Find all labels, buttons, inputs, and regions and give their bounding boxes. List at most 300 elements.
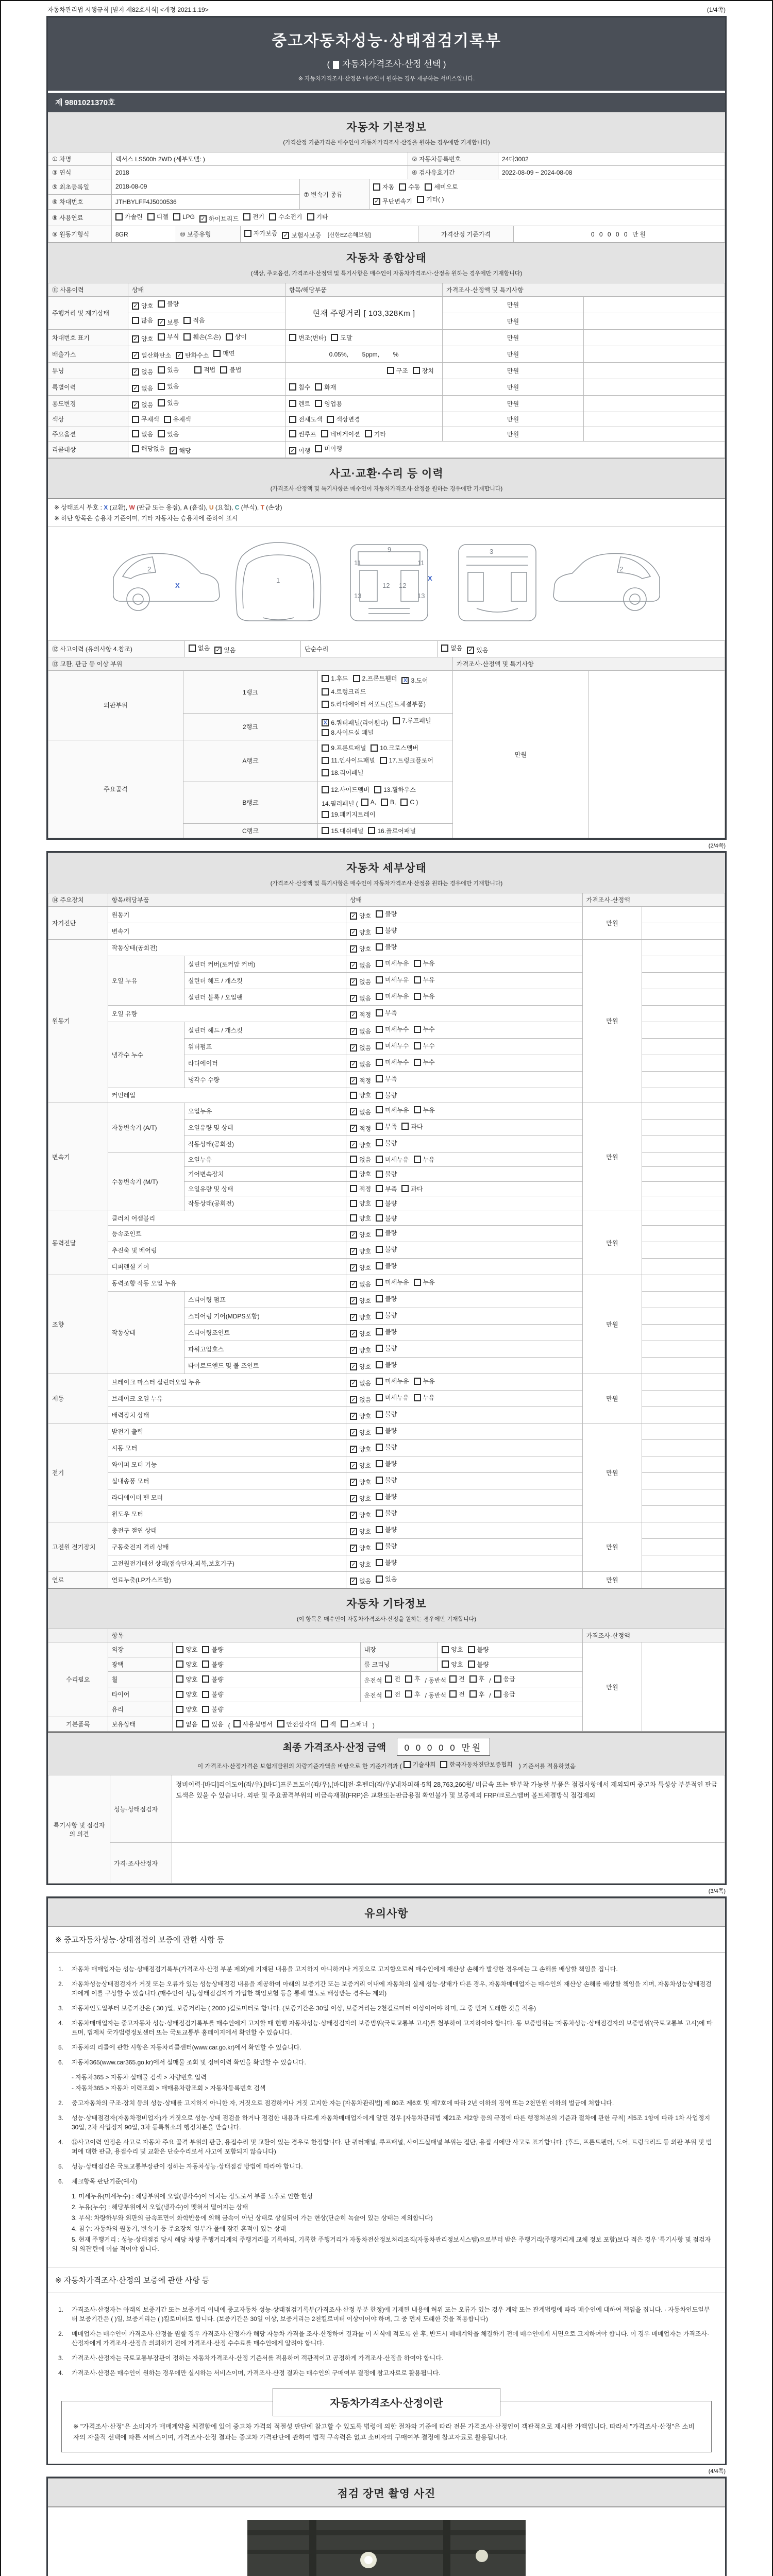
checkbox-불량[interactable] xyxy=(376,1426,397,1435)
detail-note-cell xyxy=(642,1456,725,1473)
checkbox-영업용[interactable] xyxy=(315,399,342,408)
empty-box-icon xyxy=(376,1059,383,1066)
detail-item-label: 라디에이터 xyxy=(184,1055,346,1072)
checkbox-불량[interactable] xyxy=(202,1645,223,1654)
checkbox-색상변경[interactable] xyxy=(327,415,360,423)
empty-box-icon xyxy=(350,1185,357,1192)
checkbox-양호[interactable] xyxy=(350,1247,371,1256)
checkbox-불량[interactable] xyxy=(376,1170,397,1178)
checkbox-누유[interactable] xyxy=(414,1393,435,1402)
checkbox-적음[interactable] xyxy=(183,316,205,325)
checkbox-없음[interactable] xyxy=(132,430,153,438)
checkbox-미세누유[interactable] xyxy=(376,975,409,984)
checkbox-기타[interactable] xyxy=(307,212,328,221)
checkbox-없음[interactable] xyxy=(350,977,371,986)
checkbox-양호[interactable] xyxy=(350,1313,371,1321)
checkbox-장치[interactable] xyxy=(413,366,434,375)
detail-note-cell xyxy=(642,1167,725,1182)
checkbox-있음[interactable] xyxy=(467,646,488,654)
checkbox-양호[interactable] xyxy=(350,1511,371,1519)
checkbox-양호[interactable] xyxy=(350,1527,371,1536)
checkbox-있음[interactable] xyxy=(158,382,179,391)
checkbox-침수[interactable] xyxy=(289,383,310,392)
checkbox-불량[interactable] xyxy=(468,1660,489,1669)
checkbox-불량[interactable] xyxy=(376,1311,397,1319)
checkbox-7.루프패널[interactable] xyxy=(393,716,431,725)
checkbox-양호[interactable] xyxy=(350,1544,371,1552)
checkbox-한국자동차진단보증협회[interactable] xyxy=(440,1760,512,1769)
checkbox-불법[interactable] xyxy=(220,365,241,374)
checkbox-후[interactable] xyxy=(469,1690,485,1699)
checkbox-불량[interactable] xyxy=(376,1443,397,1451)
checkbox-없음[interactable] xyxy=(350,1280,371,1289)
checkbox-누유[interactable] xyxy=(414,975,435,984)
checkbox-해당[interactable] xyxy=(170,446,191,455)
checkbox-보험사보증[interactable] xyxy=(282,231,321,240)
checkbox-전[interactable] xyxy=(449,1674,465,1683)
checkbox-후[interactable] xyxy=(405,1674,421,1683)
accident-history-label: ⑫ 사고이력 (유의사항 4.참조) xyxy=(48,641,185,657)
checkbox-과다[interactable] xyxy=(401,1122,423,1131)
checkbox-있음[interactable] xyxy=(214,646,236,654)
checkbox-불량[interactable] xyxy=(376,1525,397,1534)
checkbox-무채색[interactable] xyxy=(132,415,159,423)
checkbox-부족[interactable] xyxy=(376,1122,397,1131)
checkbox-양호[interactable] xyxy=(442,1645,463,1654)
checkbox-양호[interactable] xyxy=(350,1263,371,1272)
checkbox-응급[interactable] xyxy=(494,1690,515,1699)
checkbox-미세누유[interactable] xyxy=(376,959,409,968)
checkbox-응급[interactable] xyxy=(494,1674,515,1683)
checked-box-icon: ✓ xyxy=(350,995,357,1002)
checkbox-A,[interactable] xyxy=(361,797,376,807)
checkbox-미세누수[interactable] xyxy=(376,1041,409,1050)
checkbox-양호[interactable] xyxy=(176,1675,197,1684)
detail-title: 자동차 세부상태 xyxy=(346,862,427,874)
checkbox-없음[interactable] xyxy=(350,961,371,970)
checkbox-불량[interactable] xyxy=(376,1360,397,1369)
checkbox-label: 기타 xyxy=(316,213,328,221)
checkbox-누유[interactable] xyxy=(414,1155,435,1164)
empty-box-icon xyxy=(194,366,201,374)
checkbox-썬루프[interactable] xyxy=(289,430,316,438)
checkbox-전[interactable] xyxy=(385,1690,400,1699)
checkbox-label: 없음 xyxy=(186,1720,198,1728)
checkbox-label: 기술사회 xyxy=(412,1762,436,1768)
detail-item-checks xyxy=(346,1167,582,1182)
checkbox-후[interactable] xyxy=(469,1674,485,1683)
checkbox-부식[interactable] xyxy=(158,332,179,341)
checkbox-3.도어[interactable] xyxy=(401,675,428,686)
empty-box-icon xyxy=(376,1139,383,1146)
checkbox-불량[interactable] xyxy=(376,1509,397,1517)
checkbox-네비게이션[interactable] xyxy=(321,430,360,438)
checkbox-있음[interactable] xyxy=(158,365,179,374)
outer-panel-label: 외판부위 xyxy=(48,671,183,740)
checkbox-불량[interactable] xyxy=(376,909,397,918)
checkbox-5.라디에이터 서포트(볼트체결부품)[interactable] xyxy=(322,699,426,709)
checkbox-양호[interactable] xyxy=(350,1445,371,1453)
empty-box-icon xyxy=(289,400,296,407)
checkbox-label: 무단변속기 xyxy=(382,198,412,205)
empty-box-icon xyxy=(414,1106,421,1113)
caution-text: 자동차의 리콜에 관한 사항은 자동차리콜센터(www.car.go.kr)에서 확인할 수 있습니다. xyxy=(72,2044,301,2051)
recall-checks xyxy=(128,442,285,458)
checkbox-부족[interactable] xyxy=(376,1184,397,1193)
simple-repair-label: 단순수리 xyxy=(301,641,438,657)
checkbox-양호[interactable] xyxy=(132,301,153,310)
rank1-label: 1랭크 xyxy=(183,671,318,714)
checkbox-label: 양호 xyxy=(359,1248,372,1255)
checkbox-일산화탄소[interactable] xyxy=(132,351,171,360)
checkbox-양호[interactable] xyxy=(350,1230,371,1239)
caution-text: 가격조사·산정자는 국토교통부장관이 정하는 자동차가격조사·산정 기준서를 적용하여 객관적이고 공정하게 가격조사·산정을 하여야 합니다. xyxy=(72,2354,444,2362)
checkbox-전[interactable] xyxy=(449,1690,465,1699)
checkbox-양호[interactable] xyxy=(350,928,371,937)
checkbox-없음[interactable] xyxy=(350,1027,371,1036)
checkbox-자가보증[interactable] xyxy=(244,229,277,238)
checkbox-불량[interactable] xyxy=(376,1294,397,1303)
checkbox-불량[interactable] xyxy=(376,1541,397,1550)
checkbox-적정[interactable] xyxy=(350,1124,371,1133)
detail-note-cell xyxy=(642,1522,725,1539)
checkbox-변조(변타)[interactable] xyxy=(289,333,326,342)
checkbox-미세누유[interactable] xyxy=(376,1278,409,1286)
checkbox-불량[interactable] xyxy=(376,1492,397,1501)
checkbox-없음[interactable] xyxy=(132,367,153,376)
checkbox-자동[interactable] xyxy=(373,182,394,192)
checkbox-불량[interactable] xyxy=(202,1705,223,1714)
checkbox-label: 있음 xyxy=(224,647,236,654)
checkbox-label: 없음 xyxy=(359,1281,372,1288)
checkbox-LPG[interactable] xyxy=(173,213,195,221)
empty-box-icon xyxy=(468,1646,475,1653)
checkbox-불량[interactable] xyxy=(376,1459,397,1468)
mileage-note-2 xyxy=(584,313,725,330)
checkbox-훼손(오손)[interactable] xyxy=(183,332,221,341)
checkbox-없음[interactable] xyxy=(132,400,153,409)
checkbox-가솔린[interactable] xyxy=(115,212,143,221)
checkbox-양호[interactable] xyxy=(132,334,153,343)
checkbox-label: 불량 xyxy=(385,1171,397,1178)
checkbox-적정[interactable] xyxy=(350,1184,371,1193)
checkbox-미세누수[interactable] xyxy=(376,1058,409,1066)
inspector-label: 성능·상태점검자 xyxy=(110,1775,172,1843)
checkbox-13.휠하우스[interactable] xyxy=(374,785,416,795)
checkbox-적정[interactable] xyxy=(350,1010,371,1019)
other-h-price: 가격조사·산정액 xyxy=(582,1629,725,1642)
regno-label: ② 자동차등록번호 xyxy=(408,152,498,166)
checkbox-양호[interactable] xyxy=(442,1660,463,1669)
checkbox-양호[interactable] xyxy=(350,1478,371,1486)
detail-item-checks xyxy=(346,1152,582,1167)
tuning-legal-checks xyxy=(194,368,246,375)
checkbox-이행[interactable] xyxy=(289,446,310,455)
checkbox-불량[interactable] xyxy=(376,1228,397,1237)
page-2 xyxy=(46,851,727,1885)
checkbox-18.리어패널[interactable] xyxy=(322,768,363,778)
checkbox-불량[interactable] xyxy=(376,1139,397,1147)
caution-text: 성능·상태점검은 국토교통부장관이 정하는 자동차성능·상태점검 방법에 따라야 합니다. xyxy=(72,2163,303,2170)
checkbox-누수[interactable] xyxy=(414,1041,435,1050)
checkbox-누유[interactable] xyxy=(414,1106,435,1114)
checkbox-label: 디젤 xyxy=(156,213,169,221)
panel-note xyxy=(589,671,725,838)
caution-number: 3. xyxy=(58,2005,64,2012)
detail-row xyxy=(48,1572,725,1588)
checkbox-B,[interactable] xyxy=(381,797,396,807)
checkbox-양호[interactable] xyxy=(350,1412,371,1420)
checkbox-양호[interactable] xyxy=(350,1560,371,1569)
checkbox-양호[interactable] xyxy=(350,1329,371,1338)
checkbox-있음[interactable] xyxy=(376,1574,397,1583)
checkbox-스패너[interactable] xyxy=(341,1720,368,1728)
checkbox-label: 색상변경 xyxy=(336,416,360,423)
checkbox-15.대쉬패널[interactable] xyxy=(322,826,363,835)
checkbox-없음[interactable] xyxy=(132,384,153,393)
rankB-label: B랭크 xyxy=(183,782,318,823)
empty-box-icon xyxy=(414,993,421,1000)
checkbox-양호[interactable] xyxy=(350,1362,371,1371)
checkbox-사용설명서[interactable] xyxy=(233,1720,273,1728)
detail-item-label: 충전구 절연 상태 xyxy=(108,1522,346,1539)
checkbox-양호[interactable] xyxy=(350,944,371,953)
checkbox-양호[interactable] xyxy=(350,1461,371,1470)
checkbox-없음[interactable] xyxy=(350,1379,371,1387)
keep-state-label: 보유상태 xyxy=(108,1717,173,1732)
checkbox-기술사회[interactable] xyxy=(404,1760,435,1769)
checkbox-구조[interactable] xyxy=(387,366,408,375)
checkbox-6.쿼터패널(리어휀다)[interactable] xyxy=(322,718,388,727)
checkbox-있음[interactable] xyxy=(158,398,179,407)
checkbox-없음[interactable] xyxy=(350,1577,371,1585)
checkbox-label: 18.리어패널 xyxy=(331,769,364,776)
empty-box-icon xyxy=(376,1185,383,1192)
checkbox-해당없음[interactable] xyxy=(132,444,165,453)
checkbox-양호[interactable] xyxy=(350,911,371,920)
checkbox-무단변속기[interactable] xyxy=(373,196,412,207)
detail-item-checks xyxy=(346,1308,582,1325)
checkbox-불량[interactable] xyxy=(376,1410,397,1418)
engine-type-value: 8GR xyxy=(112,226,176,243)
checkbox-양호[interactable] xyxy=(350,1199,371,1208)
empty-box-icon xyxy=(289,383,296,391)
checkbox-적정[interactable] xyxy=(350,1076,371,1085)
section-photos xyxy=(48,2478,725,2507)
checkbox-1.후드[interactable] xyxy=(322,673,348,684)
checkbox-불량[interactable] xyxy=(202,1675,223,1684)
checkbox-기타( )[interactable] xyxy=(417,194,444,205)
checkbox-label: 미세누수 xyxy=(385,1042,409,1049)
checkbox-누유[interactable] xyxy=(414,992,435,1001)
checkbox-불량[interactable] xyxy=(376,1344,397,1352)
checkbox-9.프론트패널[interactable] xyxy=(322,743,366,753)
checkbox-불량[interactable] xyxy=(376,1214,397,1223)
checkbox-없음[interactable] xyxy=(350,1155,371,1164)
checkbox-과다[interactable] xyxy=(401,1184,423,1193)
checkbox-불량[interactable] xyxy=(376,1261,397,1270)
checkbox-label: 8.사이드실 패널 xyxy=(331,729,374,736)
detail-item-checks xyxy=(346,1055,582,1072)
checkbox-미세누유[interactable] xyxy=(376,1377,409,1385)
checkbox-양호[interactable] xyxy=(350,1296,371,1305)
checkbox-없음[interactable] xyxy=(441,643,462,652)
checkbox-양호[interactable] xyxy=(350,1428,371,1437)
checkbox-불량[interactable] xyxy=(376,1091,397,1099)
checkbox-미세누유[interactable] xyxy=(376,992,409,1001)
checkbox-전[interactable] xyxy=(385,1674,400,1683)
checkbox-화재[interactable] xyxy=(315,383,336,392)
checkbox-미세누수[interactable] xyxy=(376,1025,409,1033)
checkbox-12.사이드멤버[interactable] xyxy=(322,785,369,795)
checkbox-label: 불량 xyxy=(385,1460,397,1467)
checkbox-하이브리드[interactable] xyxy=(199,214,239,223)
checkbox-2.프론트휀더[interactable] xyxy=(353,673,397,684)
checkbox-잭[interactable] xyxy=(321,1720,337,1728)
h-state: 상태 xyxy=(128,283,285,297)
checkbox-label: 장치 xyxy=(422,367,434,375)
empty-box-icon xyxy=(350,1171,357,1178)
checkbox-안전삼각대[interactable] xyxy=(277,1720,316,1728)
checkbox-label: 양호 xyxy=(359,1545,372,1552)
checkbox-누유[interactable] xyxy=(414,1278,435,1286)
other-title: 자동차 기타정보 xyxy=(346,1598,427,1610)
detail-note-cell xyxy=(642,1423,725,1440)
checkbox-부족[interactable] xyxy=(376,1008,397,1017)
h-item: 항목/해당부품 xyxy=(108,893,346,907)
checkbox-양호[interactable] xyxy=(176,1690,197,1699)
checkbox-수소전기[interactable] xyxy=(269,212,302,221)
checkbox-매연[interactable] xyxy=(213,349,234,358)
checkbox-기타[interactable] xyxy=(365,430,386,438)
checkbox-불량[interactable] xyxy=(376,1558,397,1567)
checkbox-전체도색[interactable] xyxy=(289,415,322,423)
checkbox-보통[interactable] xyxy=(158,318,179,327)
checkbox-양호[interactable] xyxy=(350,1494,371,1503)
detail-item-label: 워터펌프 xyxy=(184,1039,346,1055)
roomclean-checks xyxy=(438,1657,582,1672)
checkbox-부족[interactable] xyxy=(376,1074,397,1083)
empty-box-icon xyxy=(441,645,448,652)
checkbox-있음[interactable] xyxy=(202,1720,223,1728)
empty-box-icon xyxy=(414,976,421,984)
tire-checks xyxy=(173,1687,360,1702)
checkbox-탄화수소[interactable] xyxy=(176,351,209,360)
checkbox-양호[interactable] xyxy=(176,1660,197,1669)
roomclean-label: 룸 크리닝 xyxy=(360,1657,438,1672)
empty-box-icon xyxy=(376,1411,383,1418)
checkbox-불량[interactable] xyxy=(376,942,397,951)
checkbox-도말[interactable] xyxy=(331,333,352,342)
checkbox-10.크로스멤버[interactable] xyxy=(371,743,418,753)
checkbox-적법[interactable] xyxy=(194,365,215,374)
checkbox-양호[interactable] xyxy=(176,1645,197,1654)
checked-box-icon: ✓ xyxy=(282,232,289,239)
checkbox-불량[interactable] xyxy=(376,926,397,935)
checkbox-label: 부족 xyxy=(385,1123,397,1130)
checkbox-디젤[interactable] xyxy=(147,212,169,221)
checkbox-양호[interactable] xyxy=(350,1214,371,1223)
checkbox-없음[interactable] xyxy=(189,643,210,652)
checkbox-16.플로어패널[interactable] xyxy=(368,826,416,835)
checkbox-불량[interactable] xyxy=(376,1245,397,1253)
check-group-text: 14.필러패널 ( xyxy=(322,800,358,807)
detail-item-checks xyxy=(346,1006,582,1022)
checkbox-불량[interactable] xyxy=(376,1199,397,1208)
checkbox-양호[interactable] xyxy=(350,1141,371,1149)
checkbox-불량[interactable] xyxy=(158,299,179,308)
checkbox-불량[interactable] xyxy=(376,1327,397,1336)
rankC-line1 xyxy=(318,823,453,838)
detail-note-cell xyxy=(642,1136,725,1152)
checked-box-icon: ✓ xyxy=(350,1363,357,1370)
checkbox-label: 있음 xyxy=(476,647,489,654)
checkbox-누수[interactable] xyxy=(414,1025,435,1033)
checkbox-전기[interactable] xyxy=(243,212,264,221)
checkbox-C )[interactable] xyxy=(400,797,418,807)
checkbox-17.트렁크플로어[interactable] xyxy=(380,755,433,766)
detail-item-label: 연료누출(LP가스포함) xyxy=(108,1572,346,1588)
checkbox-없음[interactable] xyxy=(350,1395,371,1404)
checkbox-누수[interactable] xyxy=(414,1058,435,1066)
checkbox-미이행[interactable] xyxy=(315,444,342,453)
document-title: 중고자동차성능·상태점검기록부 xyxy=(272,32,501,49)
detail-note-cell xyxy=(642,1181,725,1196)
checkbox-없음[interactable] xyxy=(350,1108,371,1116)
final-note-checks xyxy=(404,1764,517,1770)
checkbox-수동[interactable] xyxy=(399,182,420,192)
checkbox-상이[interactable] xyxy=(226,332,247,341)
checkbox-19.패키지트레이[interactable] xyxy=(322,809,375,820)
empty-box-icon xyxy=(158,430,165,437)
checkbox-양호[interactable] xyxy=(350,1170,371,1178)
checkbox-많음[interactable] xyxy=(132,316,153,325)
checkbox-label: 보통 xyxy=(167,319,179,326)
checkbox-누유[interactable] xyxy=(414,959,435,968)
checkbox-4.트렁크리드[interactable] xyxy=(322,687,366,697)
checkbox-없음[interactable] xyxy=(350,1043,371,1052)
checkbox-양호[interactable] xyxy=(350,1346,371,1354)
checkbox-유채색[interactable] xyxy=(164,415,191,423)
checkbox-8.사이드실 패널[interactable] xyxy=(322,728,374,737)
checkbox-불량[interactable] xyxy=(202,1690,223,1699)
checkbox-없음[interactable] xyxy=(350,994,371,1003)
checkbox-양호[interactable] xyxy=(176,1705,197,1714)
checkbox-미세누유[interactable] xyxy=(376,1106,409,1114)
checkbox-불량[interactable] xyxy=(376,1476,397,1484)
checkbox-불량[interactable] xyxy=(202,1660,223,1669)
checkbox-label: 가솔린 xyxy=(125,213,143,221)
basic-row-3 xyxy=(48,209,725,226)
checkbox-세미오토[interactable] xyxy=(425,182,458,192)
checkbox-후[interactable] xyxy=(405,1690,421,1699)
checkbox-양호[interactable] xyxy=(350,1091,371,1099)
checkbox-없음[interactable] xyxy=(176,1720,197,1728)
checkbox-label: 훼손(오손) xyxy=(193,333,221,341)
checkbox-11.인사이드패널[interactable] xyxy=(322,755,375,766)
checkbox-불량[interactable] xyxy=(468,1645,489,1654)
checkbox-미세누유[interactable] xyxy=(376,1155,409,1164)
empty-box-icon xyxy=(376,1328,383,1335)
checkbox-미세누유[interactable] xyxy=(376,1393,409,1402)
odometer-value: 현재 주행거리 [ 103,328Km ] xyxy=(285,297,443,330)
device-group-2: 변속기 xyxy=(48,1103,108,1211)
empty-box-icon xyxy=(376,1427,383,1434)
checkbox-있음[interactable] xyxy=(158,430,179,438)
checkbox-없음[interactable] xyxy=(350,1060,371,1069)
checkbox-누유[interactable] xyxy=(414,1377,435,1385)
checkbox-렌트[interactable] xyxy=(289,399,310,408)
